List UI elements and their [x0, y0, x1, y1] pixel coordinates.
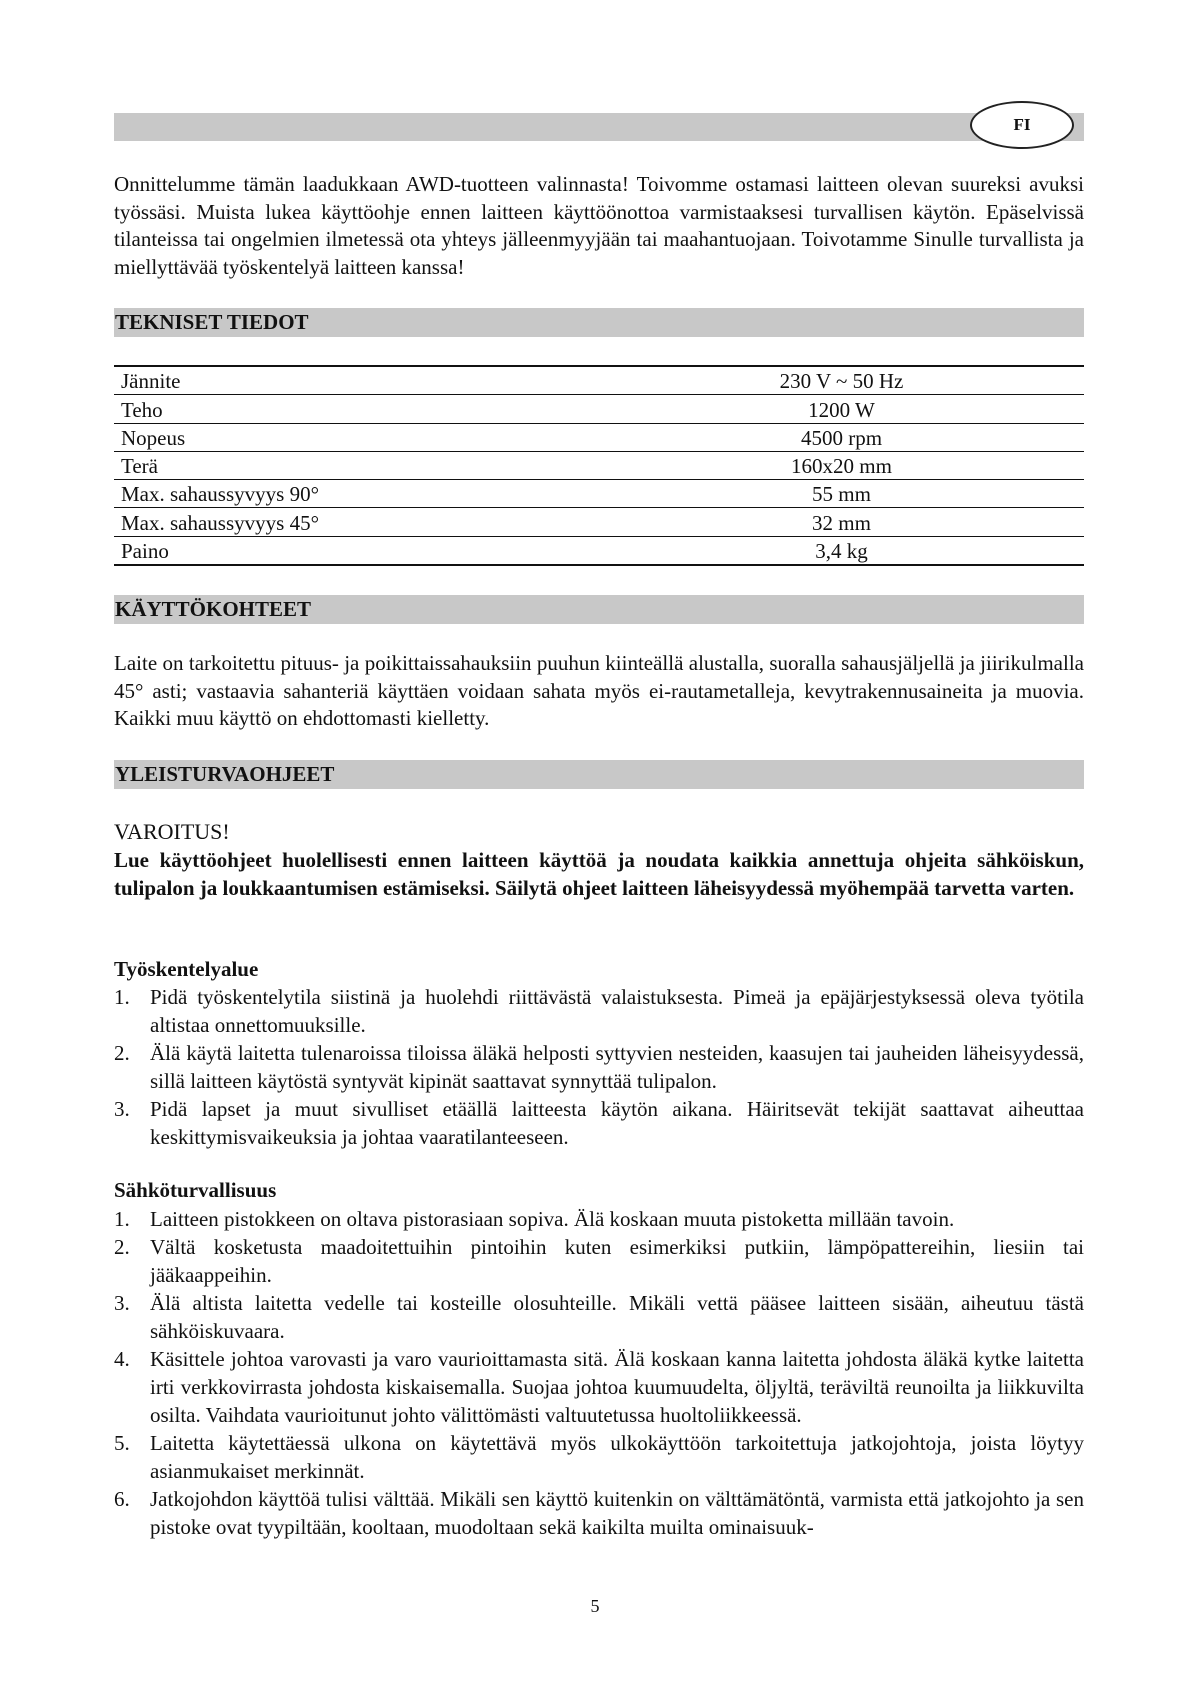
spec-value: 4500 rpm	[599, 423, 1084, 451]
spec-label: Max. sahaussyvyys 45°	[114, 508, 599, 536]
list-item-text: Laitetta käytettäessä ulkona on käytettävä myös ulkokäyttöön tarkoitettuja jatkojohtoja, joista löytyy asianmukaiset merkinnät.	[150, 1431, 1084, 1483]
list-item-text: Käsittele johtoa varovasti ja varo vaurioittamasta sitä. Älä koskaan kanna laitetta johdosta äläkä kytke laitetta irti verkkovirrasta johdosta kiskaisemalla. Suojaa johtoa kuumuudelta, öljyltä, teräviltä reunoilta ja liikkuvilta osilta. Vaihdata vaurioitunut johto välittömästi valtuutetussa huoltoliikkeessä.	[150, 1347, 1084, 1427]
work-area-title: Työskentelyalue	[114, 957, 259, 981]
page-number: 5	[590, 1596, 600, 1616]
spec-label: Paino	[114, 536, 599, 565]
warning-title: VAROITUS!	[114, 819, 230, 844]
electrical-safety-title: Sähköturvallisuus	[114, 1178, 277, 1202]
list-item-number: 3.	[114, 1097, 130, 1121]
header-bar	[114, 113, 1084, 141]
list-item	[114, 1039, 1084, 1095]
list-item-text: Pidä työskentelytila siistinä ja huolehdi riittävästä valaistuksesta. Pimeä ja epäjärjestyksessä oleva työtila altistaa onnettomuuksille.	[150, 985, 1084, 1037]
specs-heading: TEKNISET TIEDOT	[114, 308, 1084, 337]
list-item-text: Älä käytä laitetta tulenaroissa tiloissa äläkä helposti syttyvien nesteiden, kaasujen tai jauheiden läheisyydessä, sillä laitteen käytöstä syntyvät kipinät saattavat synnyttää tulipalon.	[150, 1041, 1084, 1093]
work-area-list	[114, 983, 1084, 1151]
list-item	[114, 1095, 1084, 1151]
table-row	[114, 508, 1084, 536]
spec-label: Jännite	[114, 366, 599, 395]
list-item-number: 6.	[114, 1487, 130, 1511]
warning-text: Lue käyttöohjeet huolellisesti ennen laitteen käyttöä ja noudata kaikkia annettuja ohjeita sähköiskun, tulipalon ja loukkaantumisen estämiseksi. Säilytä ohjeet laitteen läheisyydessä myöhempää tarvetta varten.	[114, 848, 1084, 900]
specs-table	[114, 365, 1084, 566]
table-row	[114, 536, 1084, 565]
list-item-text: Vältä kosketusta maadoitettuihin pintoihin kuten esimerkiksi putkiin, lämpöpattereihin, liesiin tai jääkaappeihin.	[150, 1235, 1084, 1287]
list-item	[114, 1429, 1084, 1485]
spec-value: 32 mm	[599, 508, 1084, 536]
list-item-number: 3.	[114, 1291, 130, 1315]
spec-value: 160x20 mm	[599, 451, 1084, 479]
table-row	[114, 480, 1084, 508]
safety-heading: YLEISTURVAOHJEET	[114, 760, 1084, 789]
intro-paragraph: Onnittelumme tämän laadukkaan AWD-tuotteen valinnasta! Toivomme ostamasi laitteen olevan suureksi avuksi työssäsi. Muista lukea käyttöohje ennen laitteen käyttöönottoa varmistaaksesi turvallisen käytön. Epäselvissä tilanteissa tai ongelmien ilmetessä ota yhteys jälleenmyyjään tai maahantuojaan. Toivotamme Sinulle turvallista ja miellyttävää työskentelyä laitteen kanssa!	[114, 172, 1084, 279]
list-item-number: 1.	[114, 985, 130, 1009]
spec-value: 3,4 kg	[599, 536, 1084, 565]
table-row	[114, 366, 1084, 395]
spec-label: Max. sahaussyvyys 90°	[114, 480, 599, 508]
spec-value: 230 V ~ 50 Hz	[599, 366, 1084, 395]
list-item-text: Laitteen pistokkeen on oltava pistorasiaan sopiva. Älä koskaan muuta pistoketta millään tavoin.	[150, 1207, 955, 1231]
language-badge: FI	[970, 101, 1074, 149]
spec-label: Teho	[114, 395, 599, 423]
list-item	[114, 1233, 1084, 1289]
list-item	[114, 1205, 1084, 1233]
spec-value: 1200 W	[599, 395, 1084, 423]
spec-value: 55 mm	[599, 480, 1084, 508]
list-item	[114, 983, 1084, 1039]
list-item-text: Älä altista laitetta vedelle tai kosteille olosuhteille. Mikäli vettä pääsee laitteen sisään, aiheutuu tästä sähköiskuvaara.	[150, 1291, 1084, 1343]
table-row	[114, 395, 1084, 423]
list-item-text: Pidä lapset ja muut sivulliset etäällä laitteesta käytön aikana. Häiritsevät tekijät saattavat aiheuttaa keskittymisvaikeuksia ja johtaa vaaratilanteeseen.	[150, 1097, 1084, 1149]
usage-heading: KÄYTTÖKOHTEET	[114, 595, 1084, 624]
list-item-number: 1.	[114, 1207, 130, 1231]
spec-label: Nopeus	[114, 423, 599, 451]
list-item-number: 2.	[114, 1041, 130, 1065]
spec-label: Terä	[114, 451, 599, 479]
list-item-text: Jatkojohdon käyttöä tulisi välttää. Mikäli sen käyttö kuitenkin on välttämätöntä, varmista että jatkojohto ja sen pistoke ovat tyypiltään, kooltaan, muodoltaan sekä kaikilta muilta ominaisuuk-	[150, 1487, 1084, 1539]
usage-paragraph: Laite on tarkoitettu pituus- ja poikittaissahauksiin puuhun kiinteällä alustalla, suoralla sahausjäljellä ja jiirikulmalla 45° asti; vastaavia sahanteriä käyttäen voidaan sahata myös ei-rautametalleja, kevytrakennusaineita ja muovia. Kaikki muu käyttö on ehdottomasti kielletty.	[114, 651, 1084, 730]
table-row	[114, 423, 1084, 451]
list-item	[114, 1485, 1084, 1541]
electrical-safety-list	[114, 1205, 1084, 1541]
list-item-number: 2.	[114, 1235, 130, 1259]
list-item	[114, 1345, 1084, 1429]
list-item-number: 4.	[114, 1347, 130, 1371]
table-row	[114, 451, 1084, 479]
list-item-number: 5.	[114, 1431, 130, 1455]
list-item	[114, 1289, 1084, 1345]
